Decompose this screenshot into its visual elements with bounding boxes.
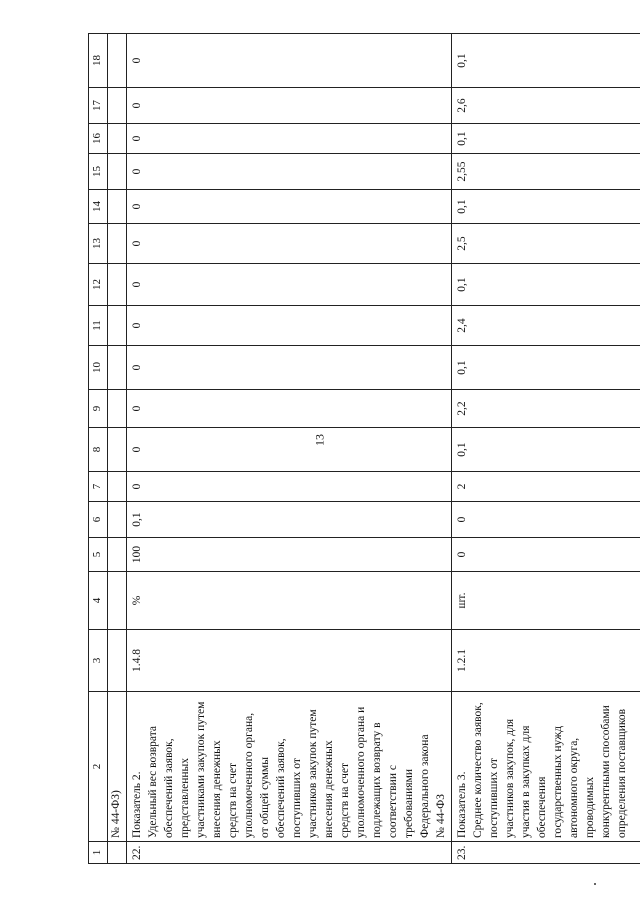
value-cell: 2,5 <box>452 224 640 264</box>
empty-cell <box>108 502 127 538</box>
value-cell: 0 <box>127 88 452 124</box>
value-cell: 0,1 <box>452 264 640 306</box>
value-cell: 0 <box>127 472 452 502</box>
header-cell: 10 <box>89 346 108 390</box>
law-reference: № 44-ФЗ) <box>108 692 127 842</box>
page-number: 13 <box>312 434 327 446</box>
empty-cell <box>108 306 127 346</box>
empty-cell <box>108 190 127 224</box>
value-cell: 2,2 <box>452 390 640 428</box>
header-cell: 1 <box>89 842 108 864</box>
scan-speck <box>594 883 596 885</box>
value-cell: 0,1 <box>452 428 640 472</box>
law-continuation-row <box>108 34 127 864</box>
header-cell: 13 <box>89 224 108 264</box>
header-cell: 15 <box>89 154 108 190</box>
header-cell: 7 <box>89 472 108 502</box>
indicator-description: Показатель 2. Удельный вес возврата обеспечений заявок, представленных участниками закупок путем внесения денежных средств на счет уполномоченного органа, от общей суммы обеспечений заявок, поступивших от участников закупок путем внесения денежных средств на счет уполномоченного органа и подлежащих возврату в соответствии с требованиями Федерального закона № 44-ФЗ <box>127 692 452 842</box>
empty-cell <box>108 538 127 572</box>
empty-cell <box>108 34 127 88</box>
header-cell: 9 <box>89 390 108 428</box>
empty-cell <box>108 264 127 306</box>
empty-cell <box>108 390 127 428</box>
value-cell: 0,1 <box>452 346 640 390</box>
header-cell: 5 <box>89 538 108 572</box>
header-cell: 3 <box>89 630 108 692</box>
value-cell: 0 <box>127 224 452 264</box>
value-cell: 0 <box>452 502 640 538</box>
table-row-23 <box>452 34 640 864</box>
header-cell: 17 <box>89 88 108 124</box>
empty-cell <box>108 346 127 390</box>
value-cell: 0 <box>127 154 452 190</box>
value-cell: 2 <box>452 472 640 502</box>
value-cell: 2,4 <box>452 306 640 346</box>
empty-cell <box>108 428 127 472</box>
value-cell: 0 <box>127 124 452 154</box>
header-cell: 2 <box>89 692 108 842</box>
value-cell: 0 <box>127 306 452 346</box>
empty-cell <box>108 572 127 630</box>
header-cell: 4 <box>89 572 108 630</box>
value-cell: 0 <box>127 390 452 428</box>
value-cell: 0,1 <box>452 190 640 224</box>
rotated-table-container <box>88 34 628 864</box>
value-cell: 2,6 <box>452 88 640 124</box>
empty-cell <box>108 630 127 692</box>
value-cell: 0 <box>452 538 640 572</box>
header-cell: 8 <box>89 428 108 472</box>
value-cell: 0 <box>127 264 452 306</box>
empty-cell <box>108 88 127 124</box>
value-cell: 0,1 <box>452 34 640 88</box>
value-cell: 0,1 <box>452 124 640 154</box>
table-row-22 <box>127 34 452 864</box>
indicator-description: Показатель 3. Среднее количество заявок, поступивших от участников закупок, для участия в закупках для обеспечения государственных нужд автономного округа, проводимых конкурентными способами определения поставщиков <box>452 692 640 842</box>
indicator-code: 1.2.1 <box>452 630 640 692</box>
value-cell: 0 <box>127 190 452 224</box>
row-number: 22. <box>127 842 452 864</box>
value-cell: 2,55 <box>452 154 640 190</box>
row-number: 23. <box>452 842 640 864</box>
unit-of-measure: % <box>127 572 452 630</box>
value-cell: 0 <box>127 34 452 88</box>
value-cell: 0 <box>127 346 452 390</box>
header-cell: 18 <box>89 34 108 88</box>
value-cell: 0 <box>127 428 452 472</box>
header-cell: 6 <box>89 502 108 538</box>
header-cell: 14 <box>89 190 108 224</box>
empty-cell <box>108 472 127 502</box>
indicator-table <box>88 33 640 864</box>
header-row <box>89 34 108 864</box>
unit-of-measure: шт. <box>452 572 640 630</box>
indicator-code: 1.4.8 <box>127 630 452 692</box>
value-cell: 0,1 <box>127 502 452 538</box>
header-cell: 16 <box>89 124 108 154</box>
value-cell: 100 <box>127 538 452 572</box>
header-cell: 12 <box>89 264 108 306</box>
empty-cell <box>108 154 127 190</box>
empty-cell <box>108 842 127 864</box>
empty-cell <box>108 124 127 154</box>
empty-cell <box>108 224 127 264</box>
header-cell: 11 <box>89 306 108 346</box>
